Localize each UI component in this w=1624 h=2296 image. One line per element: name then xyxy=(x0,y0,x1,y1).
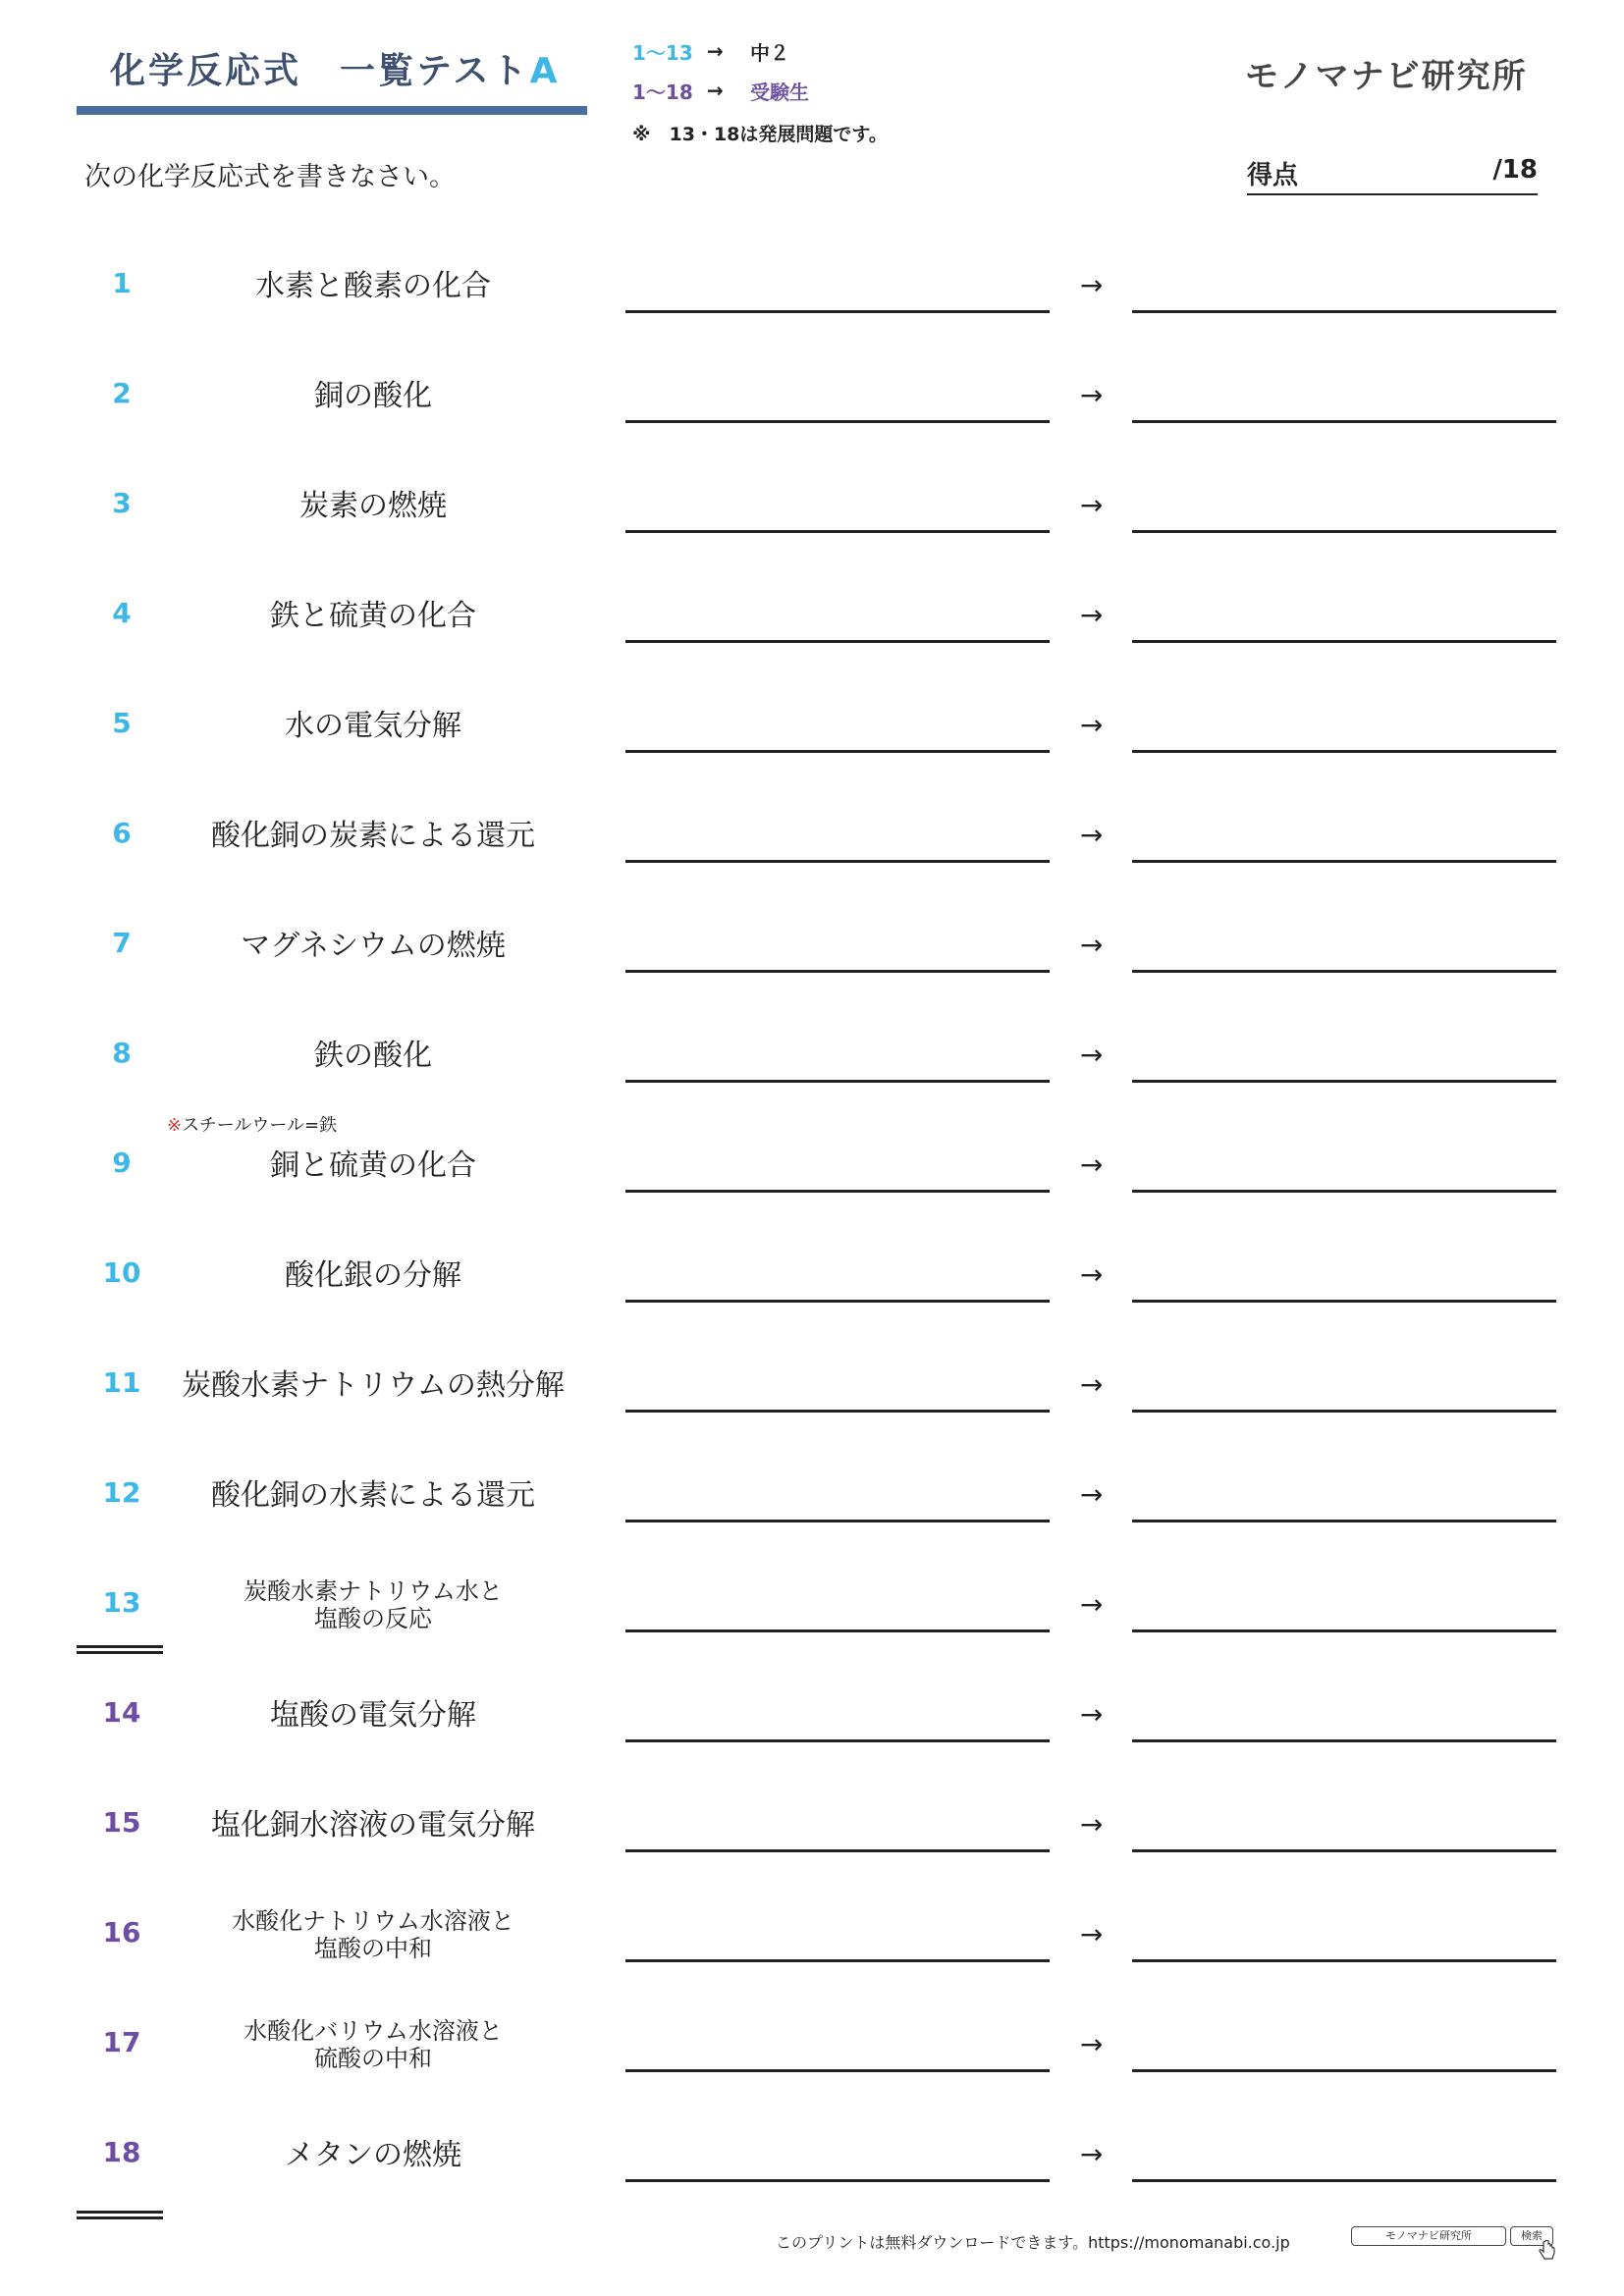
question-label: 銅と硫黄の化合 xyxy=(270,1148,476,1183)
question-label-line-1: 炭酸水素ナトリウム水と xyxy=(244,1577,503,1606)
page-title xyxy=(110,43,560,93)
question-number: 15 xyxy=(102,1806,141,1839)
score-total: /18 xyxy=(1492,155,1538,185)
question-row xyxy=(0,245,1624,355)
search-box: モノマナビ研究所 xyxy=(1351,2226,1506,2246)
question-label-lines xyxy=(232,1908,514,1962)
hand-cursor-icon xyxy=(1538,2240,1557,2262)
reaction-arrow: → xyxy=(1080,1368,1104,1401)
title-main: 化学反応式 一覧テスト xyxy=(110,51,530,91)
product-answer-line xyxy=(1132,2069,1556,2072)
product-answer-line xyxy=(1132,640,1556,643)
reactant-answer-line xyxy=(625,1410,1050,1413)
level-arrow: → xyxy=(707,79,724,102)
question-row xyxy=(0,575,1624,685)
reactant-answer-line xyxy=(625,750,1050,753)
product-answer-line xyxy=(1132,1410,1556,1413)
reaction-arrow: → xyxy=(1080,599,1104,631)
reaction-arrow: → xyxy=(1080,2028,1104,2060)
product-answer-line xyxy=(1132,970,1556,973)
reaction-arrow: → xyxy=(1080,1698,1104,1731)
question-label: 鉄と硫黄の化合 xyxy=(270,598,476,633)
reactant-answer-line xyxy=(625,860,1050,863)
question-label: 水素と酸素の化合 xyxy=(255,268,491,303)
product-answer-line xyxy=(1132,2179,1556,2182)
level-row-basic xyxy=(632,31,809,71)
product-answer-line xyxy=(1132,750,1556,753)
reaction-arrow: → xyxy=(1080,1808,1104,1841)
question-number: 6 xyxy=(112,817,132,849)
question-row xyxy=(0,1345,1624,1455)
question-number: 5 xyxy=(112,707,132,739)
question-row xyxy=(0,1785,1624,1895)
product-answer-line xyxy=(1132,1849,1556,1852)
brand-logo: モノマナビ研究所 xyxy=(1245,57,1528,96)
level-name: 受験生 xyxy=(750,80,809,104)
question-label-line-2: 塩酸の中和 xyxy=(313,1935,432,1962)
reaction-arrow: → xyxy=(1080,1258,1104,1291)
question-row xyxy=(0,905,1624,1015)
question-label: 酸化銀の分解 xyxy=(285,1257,461,1293)
question-number: 3 xyxy=(112,487,132,519)
score-field xyxy=(1247,155,1538,195)
question-label: 炭素の燃焼 xyxy=(299,488,447,523)
level-name: 中２ xyxy=(750,40,789,65)
question-number: 10 xyxy=(102,1256,141,1289)
reactant-answer-line xyxy=(625,970,1050,973)
advanced-note: ※ 13・18は発展問題です。 xyxy=(632,124,888,145)
question-row xyxy=(0,2114,1624,2224)
product-answer-line xyxy=(1132,1739,1556,1742)
reactant-answer-line xyxy=(625,2069,1050,2072)
product-answer-line xyxy=(1132,530,1556,533)
question-row xyxy=(0,465,1624,575)
reactant-answer-line xyxy=(625,1629,1050,1632)
instruction-text: 次の化学反応式を書きなさい。 xyxy=(84,162,456,192)
question-label: 水の電気分解 xyxy=(285,708,461,743)
question-label: マグネシウムの燃焼 xyxy=(241,928,506,963)
question-row xyxy=(0,795,1624,905)
question-label: 塩酸の電気分解 xyxy=(270,1697,476,1733)
level-row-exam xyxy=(632,71,809,110)
question-number: 2 xyxy=(112,377,132,409)
reaction-arrow: → xyxy=(1080,379,1104,411)
question-number: 7 xyxy=(112,927,132,959)
question-row xyxy=(0,1675,1624,1785)
reactant-answer-line xyxy=(625,1959,1050,1962)
question-number: 8 xyxy=(112,1037,132,1069)
reactant-answer-line xyxy=(625,2179,1050,2182)
question-number: 13 xyxy=(102,1586,141,1619)
search-button: 検索 xyxy=(1510,2226,1553,2246)
product-answer-line xyxy=(1132,1959,1556,1962)
question-label: 酸化銅の炭素による還元 xyxy=(211,818,535,853)
reactant-answer-line xyxy=(625,1190,1050,1193)
product-answer-line xyxy=(1132,1080,1556,1083)
question-row xyxy=(0,355,1624,465)
question-row xyxy=(0,2004,1624,2114)
question-row xyxy=(0,685,1624,795)
question-row xyxy=(0,1565,1624,1675)
question-row xyxy=(0,1455,1624,1565)
reactant-answer-line xyxy=(625,530,1050,533)
product-answer-line xyxy=(1132,1300,1556,1303)
reaction-arrow: → xyxy=(1080,489,1104,521)
level-arrow: → xyxy=(707,39,724,63)
reactant-answer-line xyxy=(625,1739,1050,1742)
reactant-answer-line xyxy=(625,1849,1050,1852)
question-row xyxy=(0,1125,1624,1235)
reaction-arrow: → xyxy=(1080,1918,1104,1950)
reaction-arrow: → xyxy=(1080,1039,1104,1071)
reaction-arrow: → xyxy=(1080,1588,1104,1621)
double-rule-13 xyxy=(77,1645,163,1654)
reactant-answer-line xyxy=(625,640,1050,643)
question-label: 塩化銅水溶液の電気分解 xyxy=(211,1807,535,1842)
double-rule-18 xyxy=(77,2211,163,2219)
level-range: 1〜13 xyxy=(632,40,693,65)
level-range: 1〜18 xyxy=(632,80,693,104)
question-number: 16 xyxy=(102,1916,141,1949)
reactant-answer-line xyxy=(625,1300,1050,1303)
note-text: スチールウール=鉄 xyxy=(182,1115,338,1136)
reactant-answer-line xyxy=(625,420,1050,423)
product-answer-line xyxy=(1132,420,1556,423)
reactant-answer-line xyxy=(625,1520,1050,1522)
reactant-answer-line xyxy=(625,310,1050,313)
reaction-arrow: → xyxy=(1080,819,1104,851)
product-answer-line xyxy=(1132,1190,1556,1193)
product-answer-line xyxy=(1132,860,1556,863)
question-number: 9 xyxy=(112,1147,132,1179)
reaction-arrow: → xyxy=(1080,1478,1104,1511)
question-label: 銅の酸化 xyxy=(314,378,432,413)
question-number: 17 xyxy=(102,2026,141,2058)
question-row xyxy=(0,1235,1624,1345)
question-number: 1 xyxy=(112,267,132,299)
question-label-line-1: 水酸化ナトリウム水溶液と xyxy=(232,1907,514,1936)
question-label-line-1: 水酸化バリウム水溶液と xyxy=(244,2017,503,2046)
question-8-note xyxy=(167,1111,337,1137)
question-label xyxy=(167,2008,579,2083)
question-label-line-2: 硫酸の中和 xyxy=(313,2045,432,2072)
question-label: 炭酸水素ナトリウムの熱分解 xyxy=(182,1367,565,1403)
note-mark: ※ xyxy=(167,1115,183,1136)
question-number: 14 xyxy=(102,1696,141,1729)
question-label xyxy=(167,1898,579,1973)
question-label-lines xyxy=(244,1578,503,1632)
reaction-arrow: → xyxy=(1080,269,1104,301)
title-letter: A xyxy=(529,51,561,91)
level-guide xyxy=(632,31,809,110)
question-row xyxy=(0,1015,1624,1125)
question-label: 鉄の酸化 xyxy=(314,1038,432,1073)
reaction-arrow: → xyxy=(1080,2138,1104,2170)
question-number: 12 xyxy=(102,1476,141,1509)
question-number: 11 xyxy=(102,1366,141,1399)
question-label-lines xyxy=(244,2018,503,2072)
question-number: 18 xyxy=(102,2136,141,2168)
title-underline xyxy=(77,106,587,115)
question-row xyxy=(0,1895,1624,2004)
question-label xyxy=(167,1569,579,1643)
reaction-arrow: → xyxy=(1080,929,1104,961)
question-label: メタンの燃焼 xyxy=(285,2137,461,2172)
question-label: 酸化銅の水素による還元 xyxy=(211,1477,535,1513)
reaction-arrow: → xyxy=(1080,709,1104,741)
reaction-arrow: → xyxy=(1080,1148,1104,1181)
reactant-answer-line xyxy=(625,1080,1050,1083)
question-label-line-2: 塩酸の反応 xyxy=(313,1605,432,1632)
product-answer-line xyxy=(1132,1520,1556,1522)
product-answer-line xyxy=(1132,310,1556,313)
product-answer-line xyxy=(1132,1629,1556,1632)
footer-text: このプリントは無料ダウンロードできます。https://monomanabi.co.jp xyxy=(776,2233,1290,2252)
score-label: 得点 xyxy=(1247,161,1299,190)
question-number: 4 xyxy=(112,597,132,629)
